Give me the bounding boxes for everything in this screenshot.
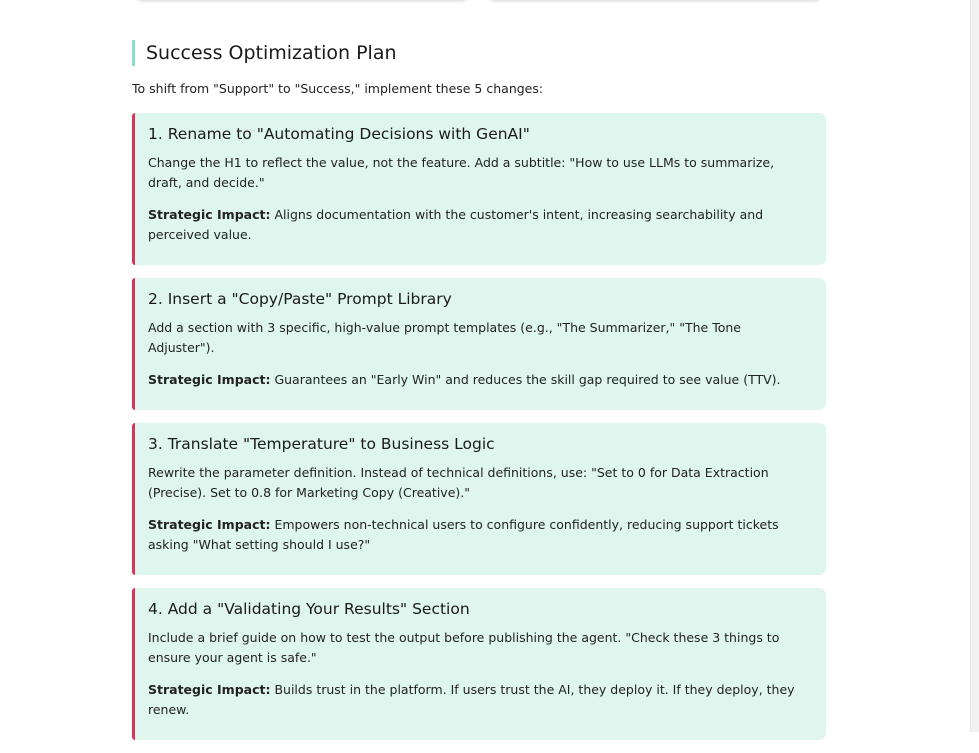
change-title: 4. Add a "Validating Your Results" Section (148, 600, 470, 618)
impact-label: Strategic Impact: (148, 517, 271, 532)
change-description: Change the H1 to reflect the value, not the feature. Add a subtitle: "How to use LLMs to summarize, draft, and decide." (148, 155, 775, 190)
change-description: Rewrite the parameter definition. Instead of technical definitions, use: "Set to 0 for Data Extraction (Precise). Set to 0.8 for Marketing Copy (Creative)." (148, 465, 769, 500)
change-title: 1. Rename to "Automating Decisions with GenAI" (148, 125, 530, 143)
impact-text: Empowers non-technical users to configure confidently, reducing support tickets asking "What setting should I use?" (148, 517, 779, 552)
impact-label: Strategic Impact: (148, 372, 271, 387)
change-impact (148, 680, 810, 720)
change-description: Include a brief guide on how to test the output before publishing the agent. "Check these 3 things to ensure your agent is safe." (148, 630, 780, 665)
impact-text: Aligns documentation with the customer's intent, increasing searchability and perceived value. (148, 207, 764, 242)
change-list (132, 113, 826, 740)
change-impact (148, 370, 810, 390)
change-card-2 (132, 278, 826, 410)
change-card-1 (132, 113, 826, 265)
section-intro: To shift from "Support" to "Success," implement these 5 changes: (132, 81, 544, 96)
impact-label: Strategic Impact: (148, 207, 271, 222)
section-title: Success Optimization Plan (132, 40, 826, 66)
impact-label: Strategic Impact: (148, 682, 271, 697)
change-title: 2. Insert a "Copy/Paste" Prompt Library (148, 290, 452, 308)
impact-text: Guarantees an "Early Win" and reduces the skill gap required to see value (TTV). (274, 372, 781, 387)
change-title: 3. Translate "Temperature" to Business Logic (148, 435, 495, 453)
change-impact (148, 515, 810, 555)
change-card-3 (132, 423, 826, 575)
change-card-4 (132, 588, 826, 740)
change-description: Add a section with 3 specific, high-value prompt templates (e.g., "The Summarizer," "The Tone Adjuster"). (148, 320, 741, 355)
impact-text: Builds trust in the platform. If users trust the AI, they deploy it. If they deploy, they renew. (148, 682, 795, 717)
success-optimization-section (132, 40, 826, 753)
change-impact (148, 205, 810, 245)
page-scrollbar[interactable] (970, 0, 979, 732)
